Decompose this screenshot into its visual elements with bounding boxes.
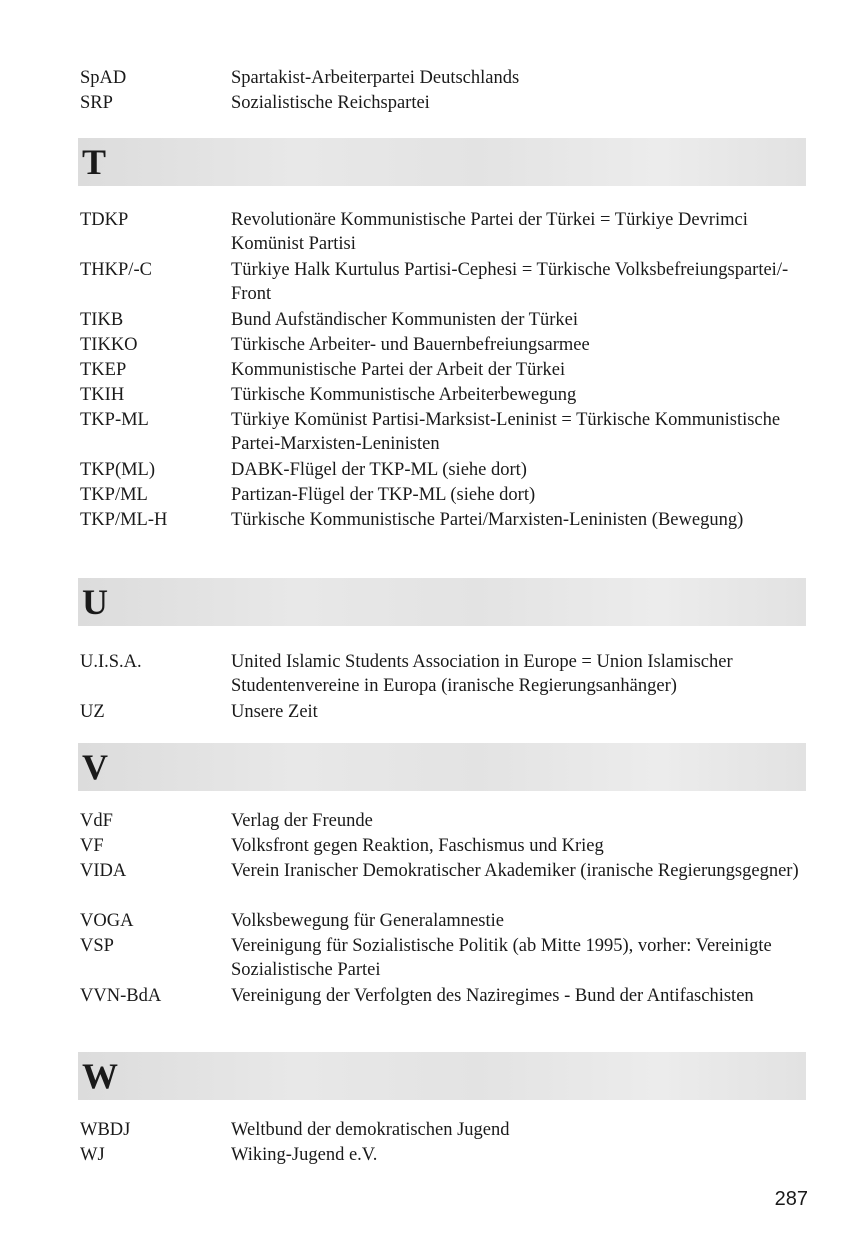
entry-abbreviation: THKP/-C [80, 260, 152, 280]
entry-definition: Türkische Arbeiter- und Bauernbefreiungsarmee [231, 335, 590, 355]
entry-definition: Kommunistische Partei der Arbeit der Türkei [231, 360, 566, 380]
entry-abbreviation: TIKKO [80, 335, 138, 355]
entry-abbreviation: TKEP [80, 360, 127, 380]
entry-abbreviation: TIKB [80, 310, 124, 330]
entry-definition: Verlag der Freunde [231, 811, 373, 831]
entry-abbreviation: VSP [80, 936, 114, 956]
entry-abbreviation: UZ [80, 702, 105, 722]
entry-definition: Türkiye Halk Kurtulus Partisi-Cephesi = Türkische Volksbefreiungspartei/-Front [231, 260, 789, 304]
entry-abbreviation: TKP/ML [80, 485, 148, 505]
entry-definition: DABK-Flügel der TKP-ML (siehe dort) [231, 460, 527, 480]
entry-definition: Volksfront gegen Reaktion, Faschismus und Krieg [231, 836, 604, 856]
entry-definition: Türkische Kommunistische Partei/Marxisten-Leninisten (Bewegung) [231, 510, 744, 530]
entry-abbreviation: VF [80, 836, 104, 856]
section-banner-t [78, 138, 806, 186]
entry-definition: Türkische Kommunistische Arbeiterbewegung [231, 385, 577, 405]
entry-definition: Verein Iranischer Demokratischer Akademiker (iranische Regierungsgegner) [231, 861, 799, 881]
entry-abbreviation: WBDJ [80, 1120, 131, 1140]
entry-definition: Sozialistische Reichspartei [231, 93, 430, 113]
section-banner-v [78, 743, 806, 791]
entry-abbreviation: VVN-BdA [80, 986, 162, 1006]
section-letter: V [82, 747, 108, 787]
page-number: 287 [774, 1188, 808, 1210]
section-letter: T [82, 142, 107, 182]
entry-definition: Spartakist-Arbeiterpartei Deutschlands [231, 68, 520, 88]
entry-abbreviation: TKP/ML-H [80, 510, 168, 530]
entry-definition: Vereinigung der Verfolgten des Naziregimes - Bund der Antifaschisten [231, 986, 754, 1006]
entry-abbreviation: SpAD [80, 68, 127, 88]
entry-definition: Unsere Zeit [231, 702, 318, 722]
entry-definition: Volksbewegung für Generalamnestie [231, 911, 504, 931]
entry-definition: Revolutionäre Kommunistische Partei der Türkei = Türkiye Devrimci Komünist Partisi [231, 210, 748, 254]
entry-abbreviation: TKIH [80, 385, 125, 405]
section-letter: W [82, 1056, 118, 1096]
entry-abbreviation: U.I.S.A. [80, 652, 142, 672]
entry-definition: Türkiye Komünist Partisi-Marksist-Leninist = Türkische Kommunistische Partei-Marxisten-Leninisten [231, 410, 781, 454]
entry-abbreviation: VOGA [80, 911, 134, 931]
entry-abbreviation: VdF [80, 811, 113, 831]
entry-definition: United Islamic Students Association in Europe = Union Islamischer Studentenvereine in Europa (iranische Regierungsanhänger) [231, 652, 733, 696]
entry-definition: Partizan-Flügel der TKP-ML (siehe dort) [231, 485, 536, 505]
entry-abbreviation: SRP [80, 93, 113, 113]
entry-abbreviation: WJ [80, 1145, 105, 1165]
entry-abbreviation: TKP-ML [80, 410, 149, 430]
entry-abbreviation: VIDA [80, 861, 127, 881]
section-banner-u [78, 578, 806, 626]
entry-abbreviation: TKP(ML) [80, 460, 156, 480]
section-letter: U [82, 582, 108, 622]
entry-definition: Wiking-Jugend e.V. [231, 1145, 378, 1165]
entry-definition: Bund Aufständischer Kommunisten der Türkei [231, 310, 578, 330]
entry-abbreviation: TDKP [80, 210, 129, 230]
section-banner-w [78, 1052, 806, 1100]
entry-definition: Vereinigung für Sozialistische Politik (ab Mitte 1995), vorher: Vereinigte Sozialistische Partei [231, 936, 772, 980]
entry-definition: Weltbund der demokratischen Jugend [231, 1120, 510, 1140]
